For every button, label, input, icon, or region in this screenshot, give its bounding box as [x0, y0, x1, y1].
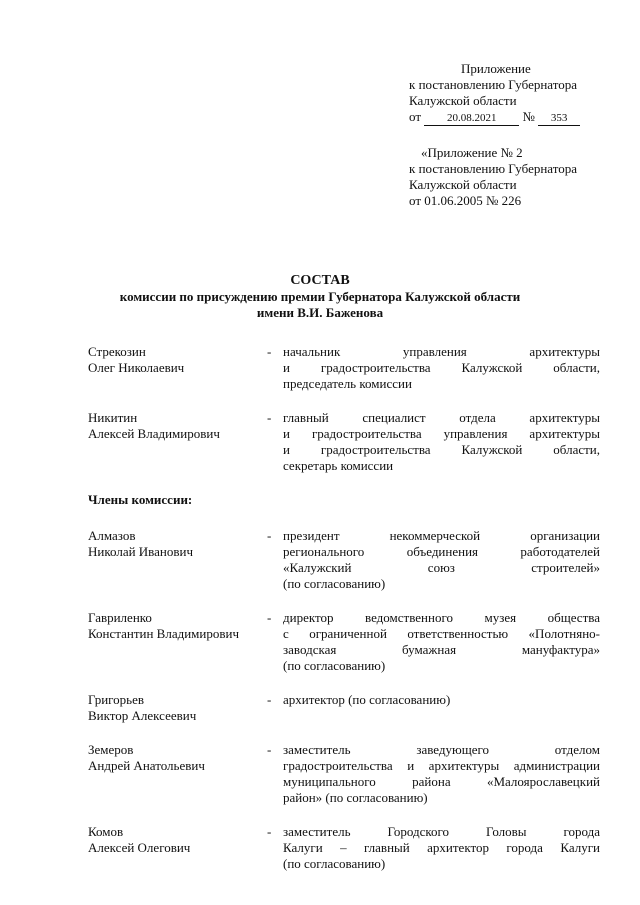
role-line: «Калужский союз строителей»: [283, 560, 600, 575]
appendix2-header: [409, 145, 609, 209]
commission-entry: [88, 410, 600, 474]
from-label: от: [409, 109, 422, 124]
appendix-label: Приложение: [461, 61, 531, 76]
person-role: [283, 528, 600, 592]
role-line: муниципального района «Малоярославецкий: [283, 774, 600, 789]
person-given-names: Алексей Владимирович: [88, 426, 220, 441]
person-surname: Стрекозин: [88, 344, 146, 359]
role-line: начальник управления архитектуры: [283, 344, 600, 359]
role-line: район» (по согласованию): [283, 790, 428, 805]
person-role: [283, 824, 600, 872]
role-line: и градостроительства Калужской области,: [283, 360, 600, 375]
resolution2-line: к постановлению Губернатора: [409, 161, 578, 176]
role-line: секретарь комиссии: [283, 458, 394, 473]
document-title: [0, 272, 640, 321]
number-label: №: [522, 109, 535, 124]
person-name: [88, 410, 264, 474]
person-given-names: Константин Владимирович: [88, 626, 239, 641]
person-role: [283, 692, 600, 724]
person-surname: Григорьев: [88, 692, 144, 707]
role-line: (по согласованию): [283, 856, 386, 871]
resolution-line: к постановлению Губернатора: [409, 77, 578, 92]
role-line: и градостроительства Калужской области,: [283, 442, 600, 457]
role-line: заместитель заведующего отделом: [283, 742, 600, 757]
person-given-names: Николай Иванович: [88, 544, 194, 559]
leaders-list: [88, 344, 600, 474]
person-name: [88, 344, 264, 392]
person-surname: Никитин: [88, 410, 138, 425]
role-line: архитектор (по согласованию): [283, 692, 451, 707]
role-line: (по согласованию): [283, 576, 386, 591]
entry-dash: -: [267, 410, 272, 425]
role-line: градостроительства и архитектуры администрации: [283, 758, 600, 773]
title-main: СОСТАВ: [290, 273, 350, 288]
role-line: (по согласованию): [283, 658, 386, 673]
date-number-line: [409, 109, 609, 126]
person-name: [88, 528, 264, 592]
members-label: Члены комиссии:: [88, 492, 193, 507]
entry-dash: -: [267, 692, 272, 707]
entry-dash: -: [267, 528, 272, 543]
person-role: [283, 610, 600, 674]
region-line: Калужской области: [409, 93, 517, 108]
role-line: и градостроительства управления архитектуры: [283, 426, 600, 441]
person-role: [283, 742, 600, 806]
commission-entry: [88, 742, 600, 806]
commission-entry: [88, 610, 600, 674]
role-line: председатель комиссии: [283, 376, 412, 391]
role-line: главный специалист отдела архитектуры: [283, 410, 600, 425]
title-line-1: комиссии по присуждению премии Губернатора Калужской области: [119, 289, 521, 304]
role-line: заместитель Городского Головы города: [283, 824, 600, 839]
region2-line: Калужской области: [409, 177, 517, 192]
members-list: [88, 528, 600, 872]
person-surname: Алмазов: [88, 528, 136, 543]
role-line: президент некоммерческой организации: [283, 528, 600, 543]
person-name: [88, 692, 264, 724]
role-line: регионального объединения работодателей: [283, 544, 600, 559]
person-surname: Гавриленко: [88, 610, 152, 625]
commission-entry: [88, 528, 600, 592]
role-line: Калуги – главный архитектор города Калуги: [283, 840, 600, 855]
title-line-2: имени В.И. Баженова: [256, 305, 384, 320]
person-name: [88, 742, 264, 806]
role-line: заводская бумажная мануфактура»: [283, 642, 600, 657]
person-given-names: Олег Николаевич: [88, 360, 185, 375]
person-given-names: Алексей Олегович: [88, 840, 191, 855]
appendix2-label: «Приложение № 2: [421, 145, 523, 160]
commission-entry: [88, 824, 600, 872]
role-line: директор ведомственного музея общества: [283, 610, 600, 625]
person-role: [283, 410, 600, 474]
person-surname: Земеров: [88, 742, 134, 757]
entry-dash: -: [267, 824, 272, 839]
person-role: [283, 344, 600, 392]
from2-line: от 01.06.2005 № 226: [409, 193, 522, 208]
entry-dash: -: [267, 742, 272, 757]
resolution-number: 353: [538, 112, 580, 126]
entry-dash: -: [267, 344, 272, 359]
person-name: [88, 824, 264, 872]
role-line: с ограниченной ответственностью «Полотняно-: [283, 626, 600, 641]
commission-entry: [88, 692, 600, 724]
person-name: [88, 610, 264, 674]
commission-list: [88, 344, 600, 890]
person-given-names: Виктор Алексеевич: [88, 708, 197, 723]
entry-dash: -: [267, 610, 272, 625]
commission-entry: [88, 344, 600, 392]
appendix-header: [409, 61, 609, 126]
person-given-names: Андрей Анатольевич: [88, 758, 205, 773]
person-surname: Комов: [88, 824, 124, 839]
resolution-date: 20.08.2021: [424, 112, 519, 126]
